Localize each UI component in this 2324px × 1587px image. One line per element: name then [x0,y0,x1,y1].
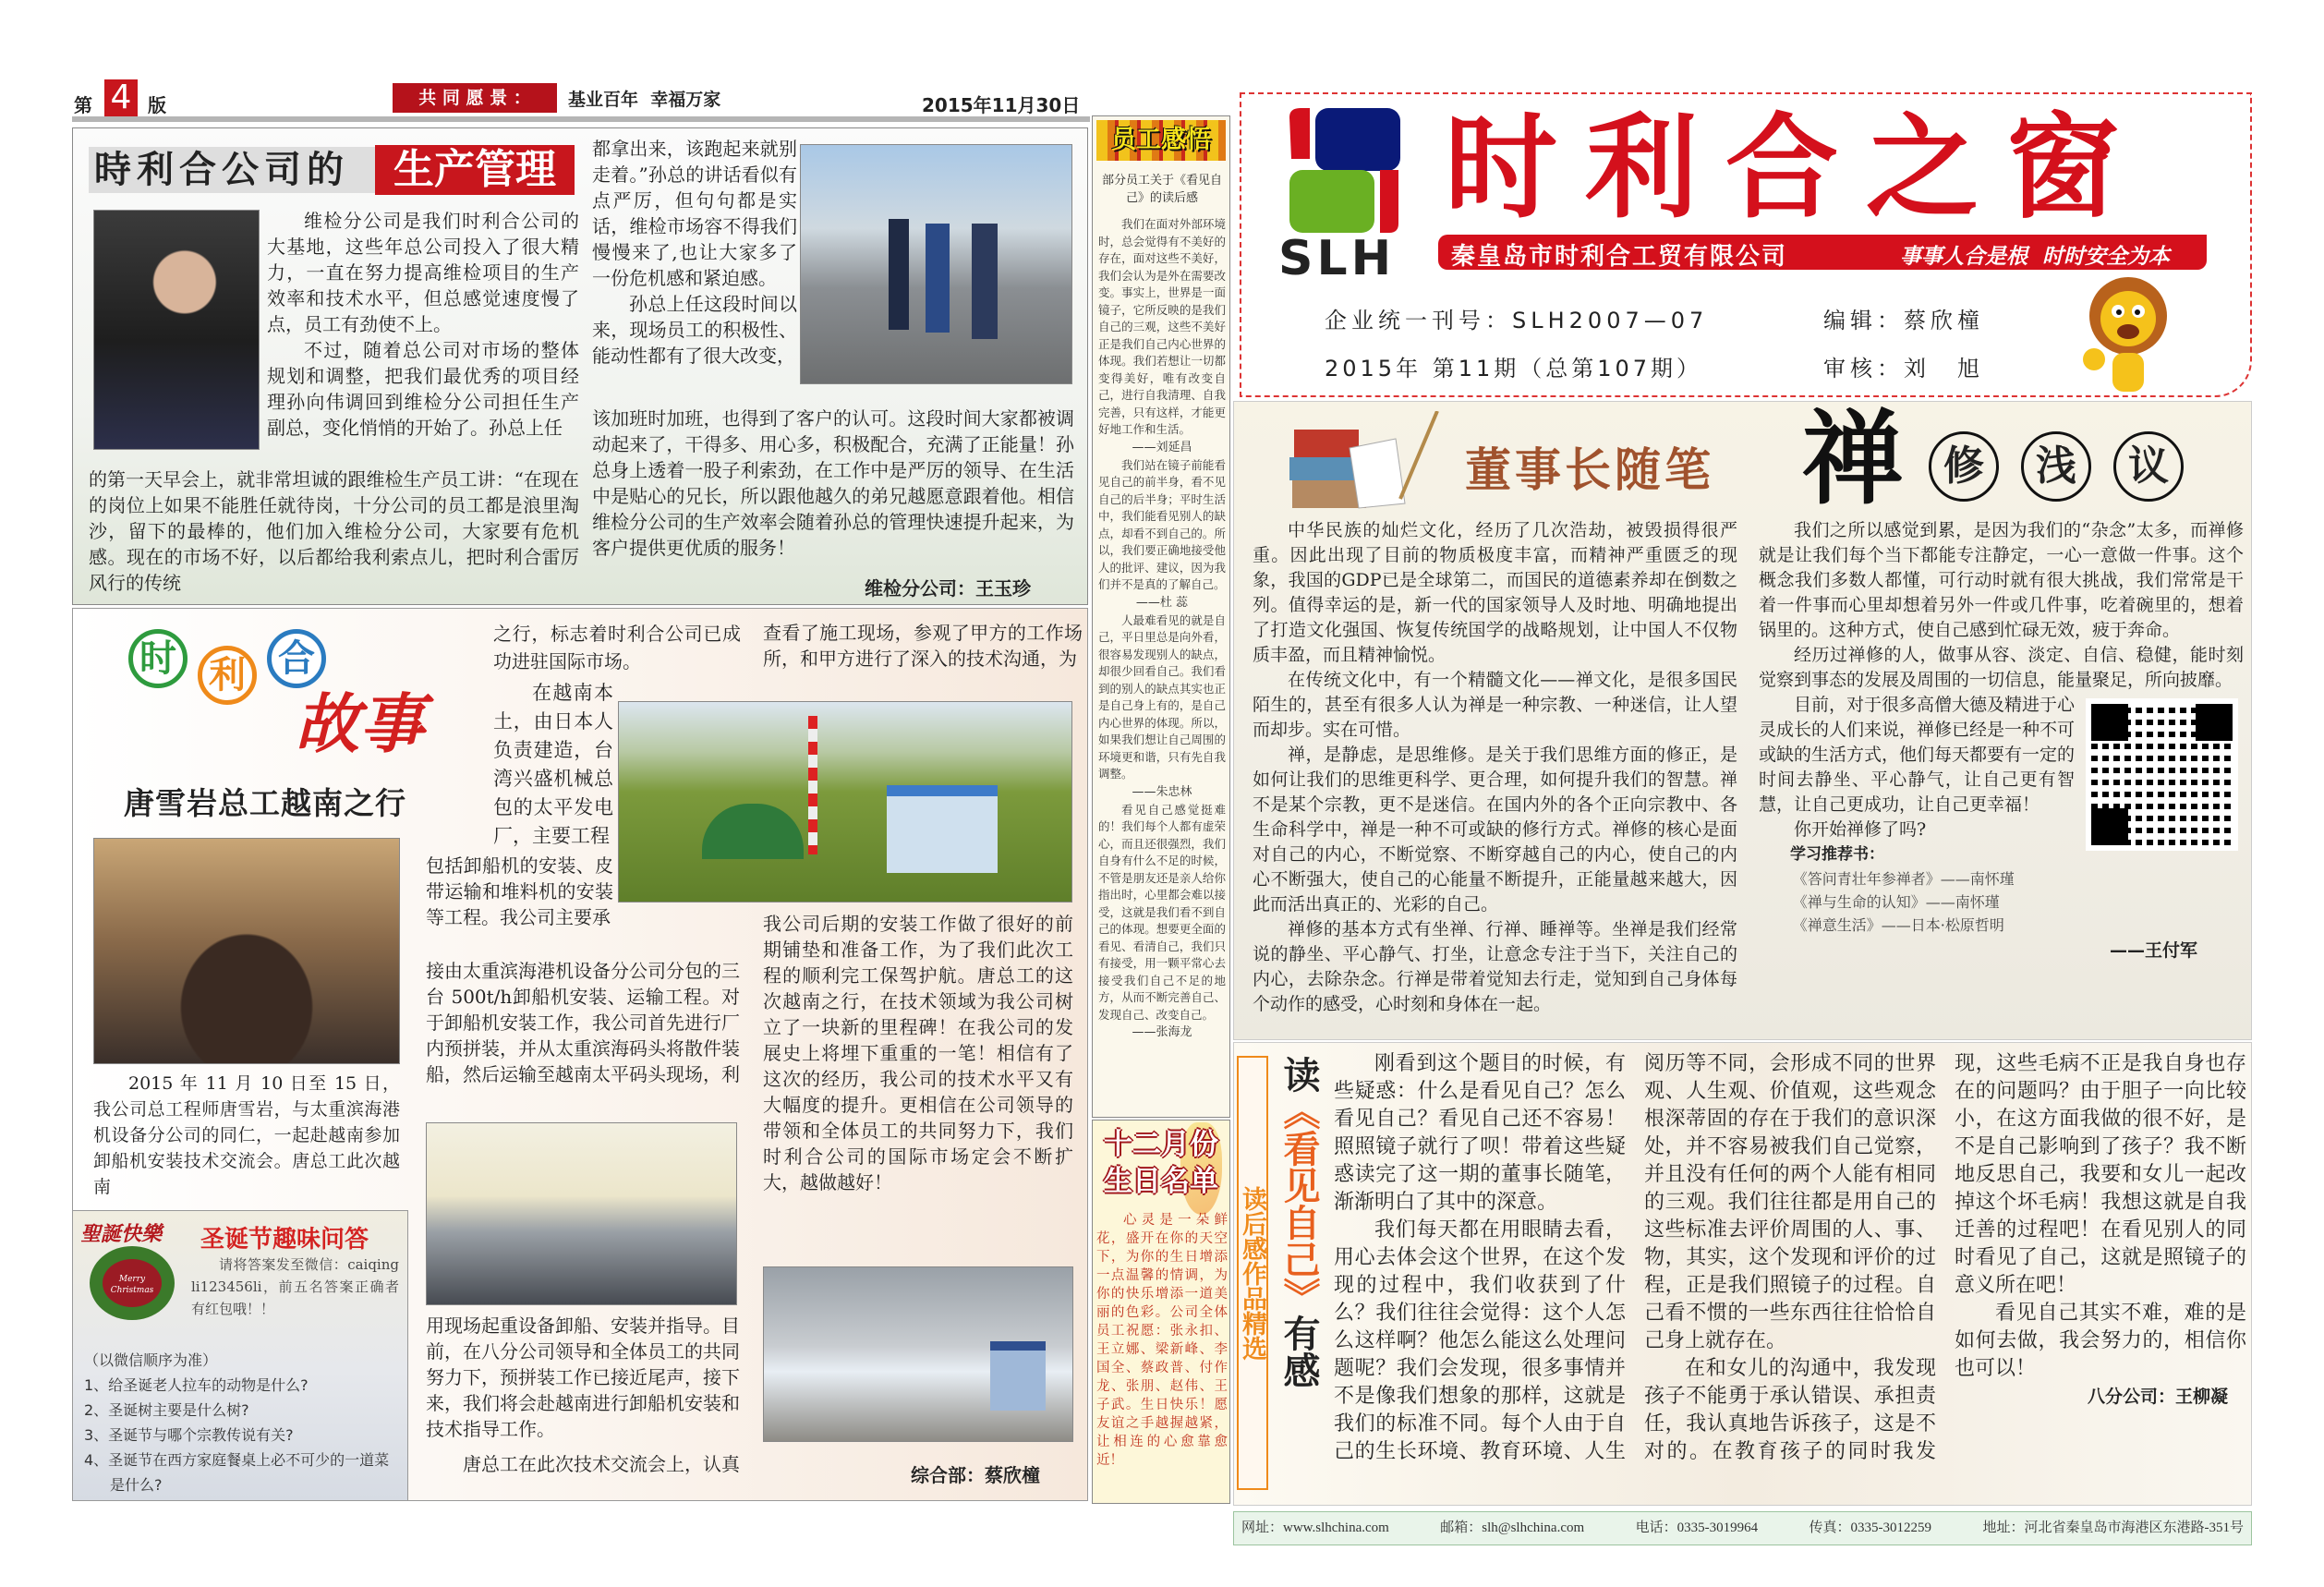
paragraph: 接由太重滨海港机设备分公司分包的三台 500t/h卸船机安装、运输工程。对于卸船机安装工作，我公司首先进行厂内预拼装，并从太重滨海码头将散件装船，然后运输至越南太平码头现场，利 [426,960,740,1085]
reading-title [1276,1056,1322,1388]
paragraph: 唐总工在此次技术交流会上，认真 [463,1453,740,1475]
birthday-text: 心灵是一朵鲜花，盛开在你的天空下，为你的生日增添一点温馨的情调，为你的快乐增添一道美丽的色彩。公司全体员工祝愿：张永扣、王立娜、梁新峰、李国全、蔡政普、付作龙、张朋、赵伟、王子武。生日快乐！愿友谊之手越握越紧，让相连的心愈靠愈近！ [1096,1213,1228,1468]
essay-paragraph: 中华民族的灿烂文化，经历了几次浩劫，被毁损得很严重。因此出现了目前的物质极度丰富，而精神严重匮乏的现象，我国的GDP已是全球第二，而国民的道德素养却在倒数之列。值得幸运的是，新一代的国家领导人及时地、明确地提出了打造文化强国、恢复传统国学的战略规划，让中国人不仅物质丰盈，而且精神愉悦。 [1253,520,1737,665]
paragraph: 该加班时加班，也得到了客户的认可。这段时间大家都被调动起来了，干得多、用心多，积极配合，充满了正能量！孙总身上透着一股子利索劲，在工作中是严厉的领导、在生活中是贴心的兄长，所以跟他越久的弟兄越愿意跟着他。相信维检分公司的生产效率会随着孙总的管理快速提升起来，为客户提供更优质的服务！ [592,407,1074,559]
christmas-badge: 聖誕快樂 [80,1222,163,1246]
paragraph: 查看了施工现场，参观了甲方的工作场所，和甲方进行了深入的技术沟通，为 [763,622,1083,670]
story-logo-char: 利 [198,646,257,705]
photo-dinner-group [93,838,400,1064]
reflection-text: 我们在面对外部环境时，总会觉得有不美好的存在，面对这些不美好，我们会认为是外在需要改变。事实上，世界是一面镜子，它所反映的是我们自己的三观，这些不美好正是我们自己内心世界的体现。我们若想让一切都变得美好，唯有改变自己，进行自我清理、自我完善，只有这样，才能更好地工作和生活。 [1098,217,1226,436]
masthead-banner [1438,235,2207,270]
article-title-highlight: 生产管理 [375,145,575,195]
header-rule [72,116,1090,122]
essay-author: ——王付军 [2109,940,2197,961]
reading-title-pre: 读 [1277,1056,1321,1093]
slogan: 事事人合是根 时时安全为本 [1900,244,2171,269]
footer-fax: 传真：0335-3012259 [1809,1520,1932,1535]
lion-mascot-icon [2059,274,2179,399]
logo-text: SLH [1278,231,1396,286]
story-logo-title: 故事 [295,685,424,762]
essay-title-char: 禅 [1802,399,1904,518]
quiz-intro: 请将答案发至微信：caiqingli123456li，前五名答案正确者有红包哦！！ [191,1256,399,1317]
essay-paragraph: 我们之所以感觉到累，是因为我们的“杂念”太多，而禅修就是让我们每个当下都能专注静定，一心一意做一件事。这个概念我们多数人都懂，可行动时就有很大挑战，我们常常是干着一件事而心里却想着另外一件或几件事，吃着碗里的，想着锅里的。这种方式，使自己感到忙碌无效，疲于奔命。 [1759,520,2244,640]
footer-address: 地址：河北省秦皇岛市海港区东港路-351号 [1982,1520,2244,1535]
reflection-text: 人最难看见的就是自己，平日里总是向外看，很容易发现别人的缺点，却很少回看自己。我们看到的别人的缺点其实也正是自己身上有的，是自己内心世界的体现。所以，如果我们想让自己周围的环境更和谐，只有先自我调整。 [1098,612,1226,781]
masthead-title: 时利合之窗 [1445,103,2147,234]
books-quill-icon [1285,411,1451,513]
reflections-subtitle: 部分员工关于《看见自己》的读后感 [1101,174,1222,205]
byline: 维检分公司：王玉珍 [865,577,1031,600]
edition-prefix: 第 [74,94,92,116]
paragraph: 的第一天早会上，就非常坦诚的跟维检生产员工讲：“在现在的岗位上如果不能胜任就待岗，十分公司的员工都是浪里淘沙，留下的最棒的，他们加入维检分公司，大家要有危机感。现在的市场不好，以后都给我利索点儿，把时利合雷厉风行的传统 [89,468,579,594]
reflection-author: ——杜 蕊 [1135,595,1189,610]
paragraph: 2015 年 11 月 10 日至 15 日，我公司总工程师唐雪岩，与太重滨海港机设备分公司的同仁，一起赴越南参加卸船机安装技术交流会。唐总工此次越南 [93,1073,400,1197]
paragraph: 之行，标志着时利合公司已成功进驻国际市场。 [493,623,741,672]
books-label: 学习推荐书： [1790,845,1884,864]
reflection-author: ——刘延昌 [1132,440,1192,454]
serial-number: 企业统一刊号：SLH2007—07 [1325,308,1709,333]
reflection-author: ——朱忠林 [1132,784,1192,799]
vision-text: 基业百年 幸福万家 [568,90,721,110]
edition-suffix: 版 [148,94,166,116]
reading-notes [1233,1042,2252,1506]
chairman-essay [1233,401,2252,1040]
article-production [72,127,1088,605]
paragraph: 我公司后期的安装工作做了很好的前期铺垫和准备工作，为了我们此次工程的顺利完工保驾护航。唐总工的这次越南之行，在技术领域为我公司树立了一块新的里程碑！在我公司的发展史上将埋下重重的一笔！相信有了这次的经历，我公司的技术水平又有大幅度的提升。更相信在公司领导的带领和全体员工的共同努力下，我们时利合公司的国际市场定会不断扩大，越做越好！ [763,913,1073,1193]
paragraph: 包括卸船机的安装、皮带运输和堆料机的安装等工程。我公司主要承 [426,854,613,928]
book-item: 《答问青壮年参禅者》——南怀瑾 [1792,870,2015,888]
book-item: 《禅与生命的认知》——南怀瑾 [1792,893,2000,911]
christmas-quiz [72,1210,408,1501]
wreath-icon: Merry Christmas [90,1246,175,1320]
essay-paragraph: 经历过禅修的人，做事从容、淡定、自信、稳健，能时刻觉察到事态的发展及周围的一切信息，能量聚足，所向披靡。 [1759,645,2244,690]
slh-logo-icon [1280,103,1405,237]
paragraph: 不过，随着总公司对市场的整体规划和调整，把我们最优秀的项目经理孙向伟调回到维检分公司担任生产副总，变化悄悄的开始了。孙总上任 [267,339,579,439]
story-title: 唐雪岩总工越南之行 [124,785,406,821]
byline: 综合部：蔡欣橦 [911,1464,1040,1486]
essay-title-char: 议 [2113,431,2184,502]
paragraph: 在和女儿的沟通中，我发现孩子不能勇于承认错误、承担责任，我认真地告诉孩子，这是不对的。在教育孩子的同时我发现，这些毛病不正是我自身也存在的问题吗？由于胆子一向比较小，在这方面我做的很不好，是不是自己影响到了孩子？我不断地反思自己，我要和女儿一起改掉这个坏毛病！我想这就是自我迁善的过程吧！在看见别人的同时看见了自己，这就是照镜子的意义所在吧！ [1644,1052,2246,1463]
vision-label: 共 同 愿 景 ： [393,83,557,113]
quiz-question: 3、圣诞节与哪个宗教传说有关? [84,1426,294,1444]
section-side-label: 读后感作品精选 [1237,1056,1268,1490]
paragraph: 看见自己其实不难，难的是如何去做，我会努力的，相信你也可以！ [1955,1302,2246,1380]
reflection-text: 我们站在镜子前能看见自己的前半身，看不见自己的后半身；平时生活中，我们能看见别人的缺点，却看不到自己的。所以，我们要正确地接受他人的批评、建议，因为我们并不是真的了解自己。 [1098,457,1226,591]
issue-number: 2015年 第11期（总第107期） [1325,356,1703,382]
essay-paragraph: 禅修的基本方式有坐禅、行禅、睡禅等。坐禅是我们经常说的静坐、平心静气、打坐，让意念专注于当下，关注自己的内心，去除杂念。行禅是带着觉知去行走，觉知到自己身体每个动作的感受，心时刻和身体在一起。 [1253,919,1737,1014]
photo-workers-site [800,144,1072,384]
story-logo-char: 合 [267,629,326,688]
paragraph: 刚看到这个题目的时候，有些疑惑：什么是看见自己？怎么看见自己？看见自己还不容易！照照镜子就行了呗！带着这些疑惑读完了这一期的董事长随笔，渐渐明白了其中的深意。 [1334,1052,1626,1214]
birthday-title [1093,1126,1229,1200]
photo-portrait [93,210,260,450]
staff-reflections [1092,115,1230,1118]
essay-title-char: 修 [1929,431,1999,502]
masthead [1240,92,2252,397]
essay-paragraph: 你开始禅修了吗? [1794,819,1927,840]
reviewer: 审核：刘 旭 [1823,356,1984,382]
paragraph: 都拿出来，该跑起来就别走着。”孙总的讲话看似有点严厉，但句句都是实话，维检市场容不得我们慢慢来了,也让大家多了一份危机感和紧迫感。 [592,138,797,289]
quiz-note: （以微信顺序为准） [84,1351,218,1369]
reflections-header: 员工感悟 [1096,120,1226,161]
birthday-title-line: 生日名单 [1104,1165,1218,1198]
column-title: 董事长随笔 [1465,442,1714,497]
essay-title-char: 浅 [2021,431,2091,502]
qr-code[interactable] [2086,698,2238,851]
footer-contact [1233,1511,2252,1545]
paragraph: 我们每天都在用眼睛去看，用心去体会这个世界，在这个发现的过程中，我们收获到了什么？我们往往会觉得：这个人怎么这样啊？他怎么能这么处理问题呢？我们会发现，很多事情并不是像我们想象的那样，这就是我们的标准不同。每个人由于自己的生长环境、教育环境、人生阅历等不同，会形成不同的世界观、人生观、价值观，这些观念根深蒂固的存在于我们的意识深处，并不容易被我们自己觉察，并且没有任何的两个人能有相同的三观。我们往往都是用自己的这些标准去评价周围的人、事、物，其实，这个发现和评价的过程，正是我们照镜子的过程。自己看不惯的一些东西往往恰恰自己身上就存在。 [1334,1052,1936,1463]
article-title-plain: 時利合公司的 [89,147,375,193]
photo-office [426,1122,737,1305]
reflection-author: ——张海龙 [1132,1025,1192,1039]
editor: 编辑：蔡欣橦 [1823,308,1984,333]
essay-paragraph: 目前，对于很多高僧大德及精进于心灵成长的人们来说，禅修已经是一种不可或缺的生活方式，他们每天都要有一定的时间去静坐、平心静气，让自己更有智慧，让自己更成功，让自己更幸福！ [1759,695,2076,815]
company-name: 秦皇岛市时利合工贸有限公司 [1451,243,1788,271]
story-logo-char: 时 [128,629,188,688]
quiz-question: 1、给圣诞老人拉车的动物是什么? [84,1376,309,1394]
paragraph: 孙总上任这段时间以来，现场员工的积极性、能动性都有了很大改变， [592,293,797,367]
footer-email[interactable]: 邮箱：slh@slhchina.com [1440,1520,1585,1535]
paragraph: 在越南本土，由日本人负责建造，台湾兴盛机械总包的太平发电厂，主要工程 [493,682,613,847]
reflection-text: 看见自己感觉挺难的！我们每个人都有虚荣心，而且还很强烈，我们自身有什么不足的时候，不管是朋友还是亲人给你指出时，心里都会难以接受，这就是我们看不到自己的体现。想要更全面的看见、看清自己，我们只有接受，用一颗平常心去接受我们自己不足的地方，从而不断完善自己、发现自己、改变自己。 [1098,802,1226,1022]
paragraph: 用现场起重设备卸船、安装并指导。目前，在八分公司领导和全体员工的共同努力下，预拼装工作已接近尾声，接下来，我们将会赴越南进行卸船机安装和技术指导工作。 [426,1314,740,1440]
quiz-title: 圣诞节趣味问答 [200,1226,369,1254]
essay-paragraph: 在传统文化中，有一个精髓文化——禅文化，是很多国民陌生的，甚至有很多人认为禅是一种宗教、一种迷信，让人望而却步。实在可惜。 [1253,670,1737,740]
reading-title-book: 《看见自己》 [1277,1093,1321,1314]
essay-paragraph: 禅，是静虑，是思维修。是关于我们思维方面的修正，是如何让我们的思维更科学、更合理，如何提升我们的智慧。禅不是某个宗教，更不是迷信。在国内外的各个正向宗教中、各生命科学中，禅是一种不可或缺的修行方式。禅修的核心是面对自己的内心，不断觉察、不断穿越自己的内心，使自己的内心不断强大，使自己的心能量不断提升，正能量越来越大，因此而活出真正的、光彩的自己。 [1253,745,1737,915]
footer-phone: 电话：0335-3019964 [1635,1520,1759,1535]
byline: 八分公司：王柳凝 [2087,1387,2228,1407]
reading-text-columns [1334,1050,2246,1466]
issue-date: 2015年11月30日 [922,94,1081,116]
quiz-question: 4、圣诞节在西方家庭餐桌上必不可少的一道菜是什么? [84,1451,390,1494]
reading-title-post: 有感 [1277,1314,1321,1388]
photo-site-flags [763,1266,1073,1442]
book-item: 《禅意生活》——日本·松原哲明 [1792,916,2004,934]
paragraph: 维检分公司是我们时利合公司的大基地，这些年总公司投入了很大精力，一直在努力提高维检项目的生产效率和技术水平，但总感觉速度慢了点，员工有劲使不上。 [267,210,579,335]
photo-power-plant-rendering [618,701,1072,903]
birthday-title-line: 十二月份 [1104,1128,1218,1161]
edition-number: 4 [104,79,138,116]
footer-website[interactable]: 网址：www.slhchina.com [1241,1520,1389,1535]
quiz-question: 2、圣诞树主要是什么树? [84,1401,249,1419]
birthday-list [1092,1120,1230,1504]
